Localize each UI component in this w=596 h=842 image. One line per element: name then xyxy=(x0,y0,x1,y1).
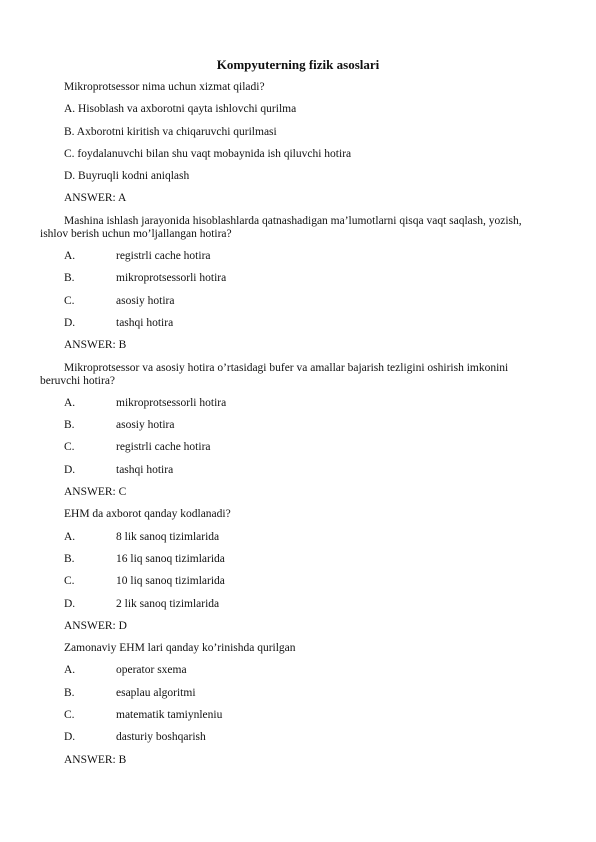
option-text: 16 liq sanoq tizimlarida xyxy=(116,552,225,565)
question-text: EHM da axborot qanday kodlanadi? xyxy=(64,508,231,521)
option-letter: C. xyxy=(64,709,75,722)
option-text: mikroprotsessorli hotira xyxy=(116,272,227,285)
option-text: tashqi hotira xyxy=(116,463,174,476)
option-text: 8 lik sanoq tizimlarida xyxy=(116,530,220,543)
option-letter: C. xyxy=(64,294,75,307)
option-text: registrli cache hotira xyxy=(116,441,211,454)
option-a xyxy=(40,397,546,410)
question-block-3 xyxy=(40,362,546,499)
option-text: operator sxema xyxy=(116,664,187,677)
option-d: D. Buyruqli kodni aniqlash xyxy=(64,170,190,183)
option-letter: B. xyxy=(64,419,75,432)
option-a xyxy=(40,531,546,544)
option-text: tashqi hotira xyxy=(116,316,174,329)
option-c xyxy=(40,709,546,722)
option-text: asosiy hotira xyxy=(116,294,175,307)
option-letter: A. xyxy=(64,530,76,543)
option-text: esaplau algoritmi xyxy=(116,686,196,699)
question-block-1 xyxy=(40,81,546,205)
option-text: mikroprotsessorli hotira xyxy=(116,396,227,409)
option-text: asosiy hotira xyxy=(116,419,175,432)
question-text: Mikroprotsessor va asosiy hotira o’rtasidagi bufer va amallar bajarish tezligini oshirish imkonini beruvchi hotira? xyxy=(40,361,509,387)
question-text: Mashina ishlash jarayonida hisoblashlarda qatnashadigan ma’lumotlarni qisqa vaqt saqlash, yozish, ishlov berish uchun mo’ljallangan hotira? xyxy=(40,214,522,240)
option-letter: D. xyxy=(64,597,76,610)
option-letter: D. xyxy=(64,316,76,329)
option-letter: C. xyxy=(64,575,75,588)
answer-line: ANSWER: C xyxy=(64,486,127,499)
option-d xyxy=(40,317,546,330)
option-letter: B. xyxy=(64,272,75,285)
question-text: Mikroprotsessor nima uchun xizmat qiladi? xyxy=(64,81,265,93)
page-title: Kompyuterning fizik asoslari xyxy=(216,57,380,72)
option-letter: C. xyxy=(64,441,75,454)
option-d xyxy=(40,464,546,477)
option-b xyxy=(40,419,546,432)
option-c xyxy=(40,575,546,588)
question-block-2 xyxy=(40,215,546,352)
option-c xyxy=(40,295,546,308)
option-text: registrli cache hotira xyxy=(116,250,211,263)
question-block-5 xyxy=(40,642,546,766)
option-letter: A. xyxy=(64,664,76,677)
option-letter: B. xyxy=(64,552,75,565)
answer-line: ANSWER: B xyxy=(64,753,127,766)
option-letter: D. xyxy=(64,463,76,476)
question-block-4 xyxy=(40,508,546,632)
option-c xyxy=(40,441,546,454)
option-text: 10 liq sanoq tizimlarida xyxy=(116,575,225,588)
option-letter: A. xyxy=(64,250,76,263)
option-a xyxy=(40,250,546,263)
option-c: C. foydalanuvchi bilan shu vaqt mobaynida ish qiluvchi hotira xyxy=(64,147,352,160)
option-a xyxy=(40,664,546,677)
option-b xyxy=(40,272,546,285)
option-letter: B. xyxy=(64,686,75,699)
question-text: Zamonaviy EHM lari qanday ko’rinishda qurilgan xyxy=(64,642,296,655)
answer-line: ANSWER: D xyxy=(64,619,127,632)
option-text: dasturiy boshqarish xyxy=(116,731,206,744)
answer-line: ANSWER: B xyxy=(64,339,127,352)
option-text: 2 lik sanoq tizimlarida xyxy=(116,597,220,610)
option-b xyxy=(40,553,546,566)
answer-line: ANSWER: A xyxy=(64,192,127,205)
option-d xyxy=(40,731,546,744)
option-a: A. Hisoblash va axborotni qayta ishlovchi qurilma xyxy=(64,103,297,116)
option-text: matematik tamiynleniu xyxy=(116,709,223,722)
option-d xyxy=(40,598,546,611)
option-letter: D. xyxy=(64,731,76,744)
option-letter: A. xyxy=(64,396,76,409)
option-b: B. Axborotni kiritish va chiqaruvchi qurilmasi xyxy=(64,125,277,138)
option-b xyxy=(40,687,546,700)
